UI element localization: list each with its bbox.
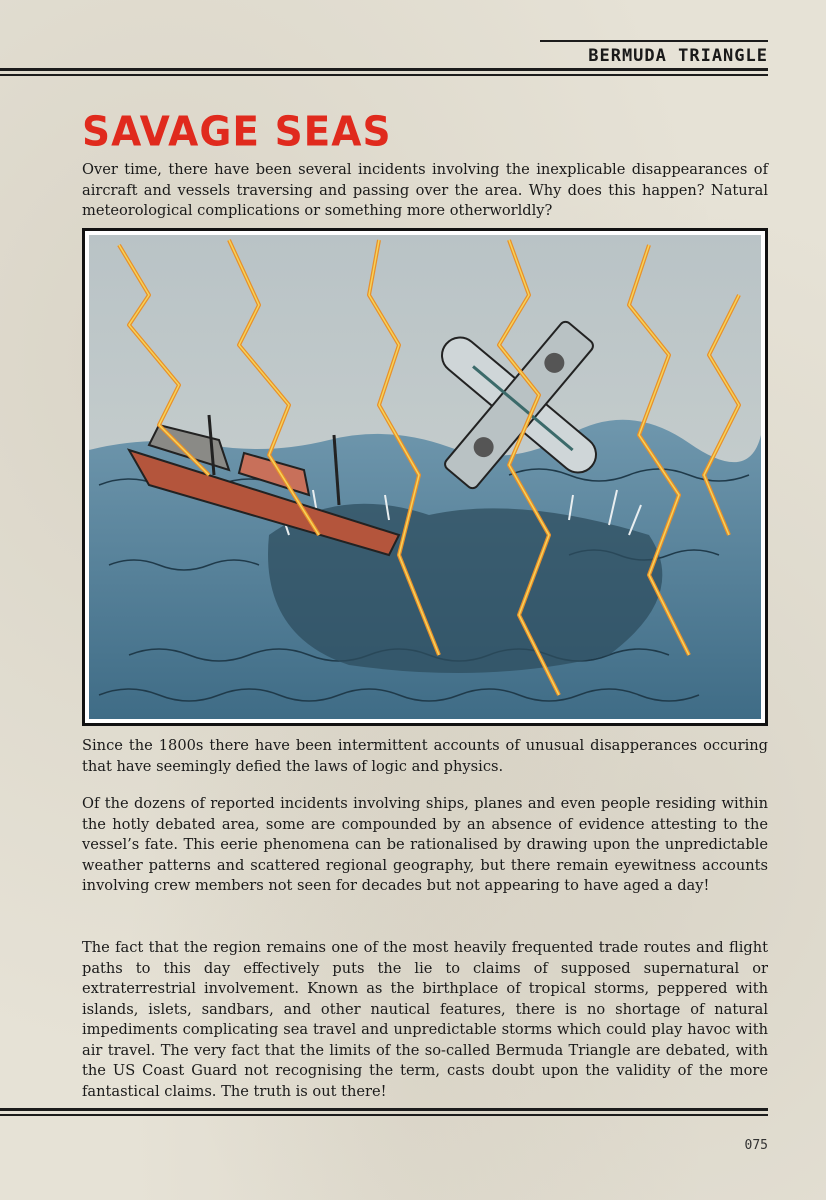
intro-paragraph: Over time, there have been several incidents involving the inexplicable disappearances of aircraft and vessels traversing and passing over the area. Why does this happen? Natural meteorological complications or something more otherworldly? [82,161,768,219]
body-paragraph-2: Of the dozens of reported incidents involving ships, planes and even people residing within the hotly debated area, some are compounded by an absence of evidence attesting to the vessel’s fate. This eerie phenomena can be rationalised by drawing upon the unpredictable weather patterns and scattered regional geography, but there remain eyewitness accounts involving crew members not seen for decades but not appearing to have aged a day! [82,795,768,894]
section-label: BERMUDA TRIANGLE [588,46,768,66]
footer-rule-bottom [0,1114,768,1116]
storm-illustration [82,228,768,726]
body-paragraph-3: The fact that the region remains one of the most heavily frequented trade routes and flight paths to this day effectively puts the lie to claims of supposed supernatural or extraterrestrial involvement. Known as the birthplace of tropical storms, peppered with islands, islets, sandbars, and other nautical features, there is no shortage of natural impediments complicating sea travel and unpredictable storms which could play havoc with air travel. The very fact that the limits of the so-called Bermuda Triangle are debated, with the US Coast Guard not recognising the term, casts doubt upon the validity of the more fantastical claims. The truth is out there! [82,939,768,1100]
illustration-artwork [89,235,761,719]
body-paragraph-1: Since the 1800s there have been intermittent accounts of unusual disapperances occuring that have seemingly defied the laws of logic and physics. [82,737,768,775]
header-rule-top-label [540,40,768,42]
article-title: SAVAGE SEAS [82,108,392,157]
header-rule-top [0,68,768,71]
header-rule-bottom [0,74,768,76]
footer-rule-top [0,1108,768,1111]
page-header [0,0,826,90]
page-number: 075 [744,1138,768,1153]
